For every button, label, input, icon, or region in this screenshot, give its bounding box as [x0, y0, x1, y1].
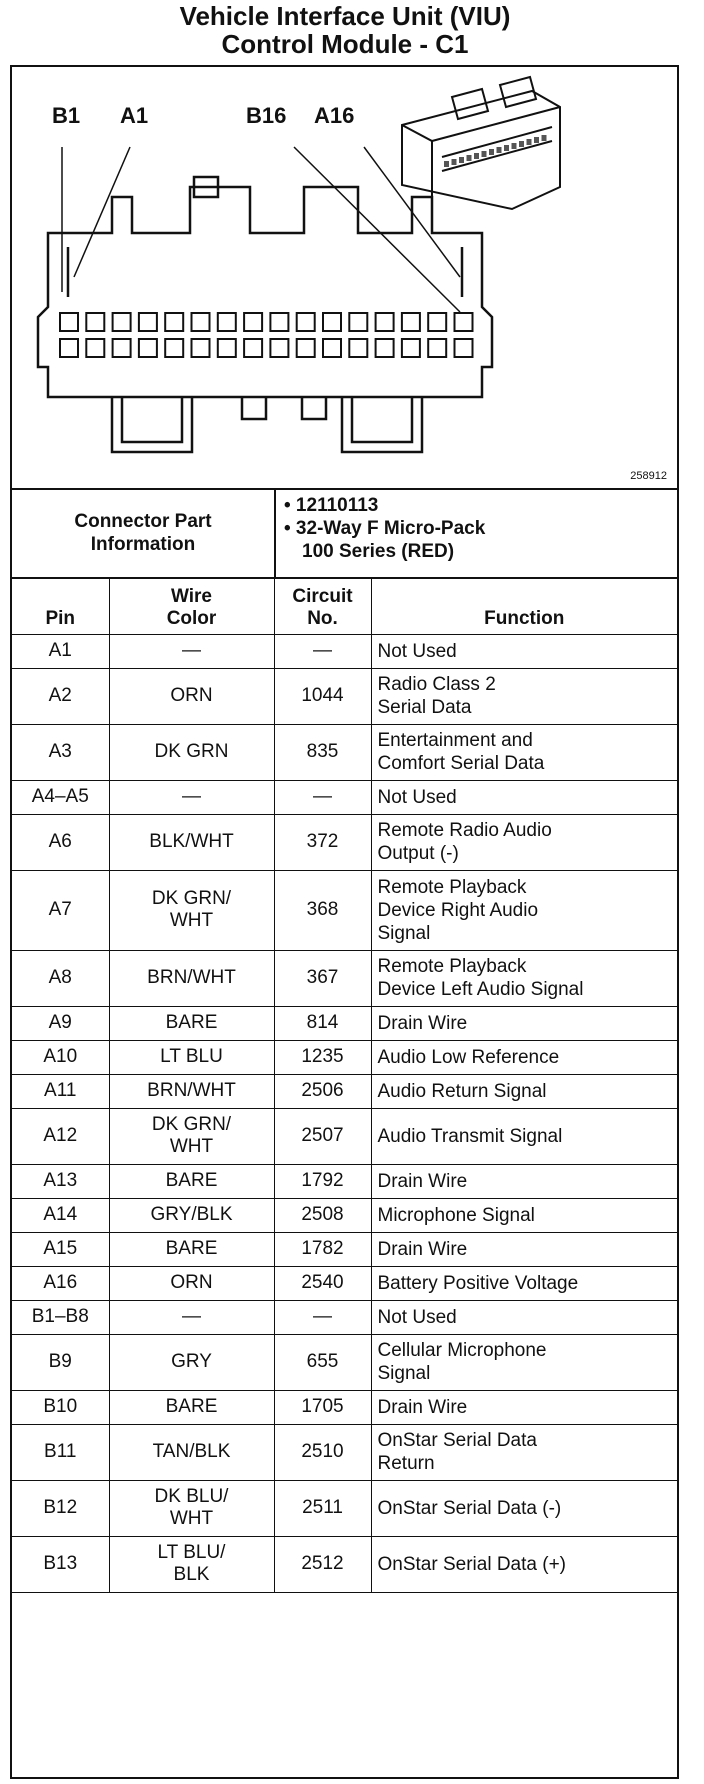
wire-color-cell: BLK/WHT — [109, 814, 274, 870]
pin-cavity — [402, 313, 420, 331]
connector-type: • 32-Way F Micro-Pack — [284, 518, 486, 539]
circuit-cell: — — [274, 1300, 371, 1334]
circuit-cell: — — [274, 780, 371, 814]
wire-color-cell: LT BLU/ BLK — [109, 1536, 274, 1592]
wire-color-cell: BRN/WHT — [109, 1074, 274, 1108]
pin-cavity — [349, 313, 367, 331]
wire-color-cell: DK GRN/ WHT — [109, 870, 274, 950]
table-row — [12, 1390, 677, 1424]
function-cell: Not Used — [371, 1300, 677, 1334]
function-cell: OnStar Serial Data (+) — [371, 1536, 677, 1592]
function-cell: Radio Class 2 Serial Data — [371, 668, 677, 724]
table-row — [12, 1424, 677, 1480]
circuit-cell: 2507 — [274, 1108, 371, 1164]
pin-cell: B12 — [12, 1480, 109, 1536]
circuit-cell: 2511 — [274, 1480, 371, 1536]
wire-color-cell: BARE — [109, 1164, 274, 1198]
wire-color-cell: GRY — [109, 1334, 274, 1390]
label-a1: A1 — [120, 103, 149, 128]
pin-cavity — [86, 313, 104, 331]
table-row — [12, 814, 677, 870]
pin-cell: A9 — [12, 1006, 109, 1040]
circuit-cell: 2506 — [274, 1074, 371, 1108]
function-cell: Drain Wire — [371, 1006, 677, 1040]
pin-cavity — [113, 339, 131, 357]
pin-cavity — [297, 339, 315, 357]
pin-cell: A14 — [12, 1198, 109, 1232]
table-row — [12, 1198, 677, 1232]
part-number: • 12110113 — [284, 495, 379, 516]
wire-color-cell: DK GRN/ WHT — [109, 1108, 274, 1164]
table-row — [12, 950, 677, 1006]
table-row — [12, 1480, 677, 1536]
connector-info-label — [12, 488, 276, 577]
pin-cavity — [455, 339, 473, 357]
function-cell: Battery Positive Voltage — [371, 1266, 677, 1300]
pin-cell: A10 — [12, 1040, 109, 1074]
sketch-cavity — [474, 153, 479, 159]
pin-cavity — [192, 313, 210, 331]
header-function: Function — [371, 577, 677, 634]
wire-color-cell: DK GRN — [109, 724, 274, 780]
pin-cavity — [218, 339, 236, 357]
function-cell: Entertainment and Comfort Serial Data — [371, 724, 677, 780]
circuit-cell: 368 — [274, 870, 371, 950]
table-row — [12, 634, 677, 668]
circuit-cell: 367 — [274, 950, 371, 1006]
wire-color-cell: — — [109, 1300, 274, 1334]
pin-cell: B9 — [12, 1334, 109, 1390]
sketch-cavity — [542, 135, 547, 141]
pin-cavity — [60, 339, 78, 357]
table-row — [12, 1536, 677, 1592]
pinout-table — [12, 577, 677, 1593]
wire-color-cell: LT BLU — [109, 1040, 274, 1074]
function-cell: Cellular Microphone Signal — [371, 1334, 677, 1390]
page-title — [10, 2, 680, 58]
pin-cell: B11 — [12, 1424, 109, 1480]
connector-series: 100 Series (RED) — [302, 541, 455, 562]
function-cell: OnStar Serial Data (-) — [371, 1480, 677, 1536]
sketch-cavity — [527, 139, 532, 145]
pin-cell: B1–B8 — [12, 1300, 109, 1334]
pin-cavity — [218, 313, 236, 331]
circuit-cell: 1235 — [274, 1040, 371, 1074]
connector-frame — [10, 65, 679, 1779]
connector-info-label-line1: Connector Part — [74, 510, 212, 532]
pin-cavity — [244, 313, 262, 331]
wire-color-cell: TAN/BLK — [109, 1424, 274, 1480]
pin-cell: A8 — [12, 950, 109, 1006]
header-pin: Pin — [12, 577, 109, 634]
pin-cavity — [244, 339, 262, 357]
wire-color-cell: GRY/BLK — [109, 1198, 274, 1232]
header-circuit: Circuit No. — [274, 577, 371, 634]
pin-cavity — [323, 339, 341, 357]
connector-diagram — [12, 67, 677, 490]
pin-cavity — [139, 339, 157, 357]
pin-cavity — [139, 313, 157, 331]
pin-cell: A3 — [12, 724, 109, 780]
circuit-cell: 835 — [274, 724, 371, 780]
function-cell: Drain Wire — [371, 1232, 677, 1266]
pin-cavity — [165, 313, 183, 331]
function-cell: Drain Wire — [371, 1164, 677, 1198]
function-cell: Audio Return Signal — [371, 1074, 677, 1108]
pin-cell: A16 — [12, 1266, 109, 1300]
pin-cell: A12 — [12, 1108, 109, 1164]
pin-cell: B10 — [12, 1390, 109, 1424]
sketch-cavity — [489, 149, 494, 155]
sketch-cavity — [497, 147, 502, 153]
pin-cell: A4–A5 — [12, 780, 109, 814]
wire-color-cell: — — [109, 780, 274, 814]
wire-color-cell: BARE — [109, 1390, 274, 1424]
circuit-cell: 2512 — [274, 1536, 371, 1592]
circuit-cell: 655 — [274, 1334, 371, 1390]
connector-info-values — [276, 494, 485, 563]
table-row — [12, 870, 677, 950]
pin-cell: A2 — [12, 668, 109, 724]
function-cell: Microphone Signal — [371, 1198, 677, 1232]
title-line-1: Vehicle Interface Unit (VIU) — [179, 1, 511, 31]
table-row — [12, 1300, 677, 1334]
function-cell: Remote Radio Audio Output (-) — [371, 814, 677, 870]
circuit-cell: 1705 — [274, 1390, 371, 1424]
pin-cavity — [297, 313, 315, 331]
pin-cavity — [455, 313, 473, 331]
pin-cell: A6 — [12, 814, 109, 870]
table-row — [12, 1040, 677, 1074]
connector-info-label-line2: Information — [90, 533, 196, 555]
pin-cell: B13 — [12, 1536, 109, 1592]
wire-color-cell: BRN/WHT — [109, 950, 274, 1006]
function-cell: Remote Playback Device Left Audio Signal — [371, 950, 677, 1006]
table-row — [12, 1074, 677, 1108]
pin-cell: A15 — [12, 1232, 109, 1266]
wire-color-cell: — — [109, 634, 274, 668]
table-row — [12, 1232, 677, 1266]
table-header-row — [12, 577, 677, 634]
pin-cavity — [60, 313, 78, 331]
pin-cavity — [428, 313, 446, 331]
table-row — [12, 1164, 677, 1198]
pin-cavity — [376, 339, 394, 357]
circuit-cell: 372 — [274, 814, 371, 870]
circuit-cell: — — [274, 634, 371, 668]
wire-color-cell: BARE — [109, 1232, 274, 1266]
circuit-cell: 1792 — [274, 1164, 371, 1198]
sketch-cavity — [467, 155, 472, 161]
pin-cavity — [323, 313, 341, 331]
table-row — [12, 1334, 677, 1390]
pin-cavity — [428, 339, 446, 357]
function-cell: Not Used — [371, 634, 677, 668]
pin-cavity — [270, 339, 288, 357]
function-cell: Audio Low Reference — [371, 1040, 677, 1074]
label-a16: A16 — [314, 103, 355, 128]
sketch-cavity — [444, 161, 449, 167]
function-cell: Not Used — [371, 780, 677, 814]
label-b16: B16 — [246, 103, 287, 128]
pin-cavity — [270, 313, 288, 331]
table-row — [12, 1006, 677, 1040]
pin-cavity — [192, 339, 210, 357]
pin-cell: A7 — [12, 870, 109, 950]
function-cell: Drain Wire — [371, 1390, 677, 1424]
sketch-cavity — [512, 143, 517, 149]
pin-cavity — [349, 339, 367, 357]
pin-cavity — [113, 313, 131, 331]
wire-color-cell: ORN — [109, 1266, 274, 1300]
table-body — [12, 634, 677, 1592]
circuit-cell: 814 — [274, 1006, 371, 1040]
function-cell: Audio Transmit Signal — [371, 1108, 677, 1164]
table-row — [12, 1266, 677, 1300]
circuit-cell: 1782 — [274, 1232, 371, 1266]
sketch-cavity — [452, 159, 457, 165]
pin-cavity — [402, 339, 420, 357]
sketch-cavity — [482, 151, 487, 157]
pin-cell: A11 — [12, 1074, 109, 1108]
table-row — [12, 1108, 677, 1164]
pin-cavity — [86, 339, 104, 357]
pin-cavity — [165, 339, 183, 357]
circuit-cell: 2510 — [274, 1424, 371, 1480]
circuit-cell: 1044 — [274, 668, 371, 724]
title-line-2: Control Module - C1 — [221, 29, 469, 59]
wire-color-cell: ORN — [109, 668, 274, 724]
circuit-cell: 2540 — [274, 1266, 371, 1300]
sketch-cavity — [534, 137, 539, 143]
circuit-cell: 2508 — [274, 1198, 371, 1232]
sketch-cavity — [519, 141, 524, 147]
pin-cell: A13 — [12, 1164, 109, 1198]
pin-cell: A1 — [12, 634, 109, 668]
sketch-cavity — [504, 145, 509, 151]
header-wire-color: Wire Color — [109, 577, 274, 634]
wire-color-cell: BARE — [109, 1006, 274, 1040]
label-b1: B1 — [52, 103, 81, 128]
connector-info — [12, 488, 677, 579]
function-cell: Remote Playback Device Right Audio Signal — [371, 870, 677, 950]
pin-cavity — [376, 313, 394, 331]
table-row — [12, 780, 677, 814]
function-cell: OnStar Serial Data Return — [371, 1424, 677, 1480]
sketch-cavity — [459, 157, 464, 163]
figure-number: 258912 — [630, 470, 667, 482]
table-row — [12, 724, 677, 780]
connector-drawing — [12, 67, 677, 488]
wire-color-cell: DK BLU/ WHT — [109, 1480, 274, 1536]
table-row — [12, 668, 677, 724]
